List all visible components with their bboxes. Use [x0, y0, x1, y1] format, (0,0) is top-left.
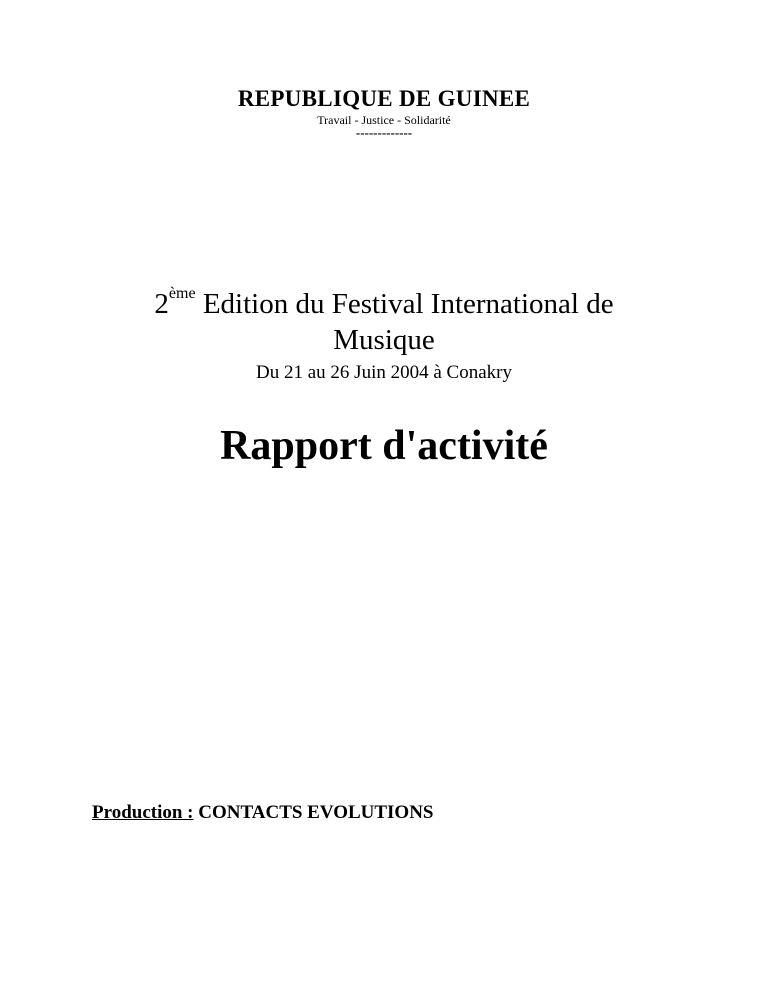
- production-label: Production :: [92, 802, 194, 823]
- production-line: [92, 802, 434, 824]
- edition-title-line2: Musique: [333, 324, 435, 356]
- national-motto: Travail - Justice - Solidarité: [317, 113, 451, 127]
- country-heading: REPUBLIQUE DE GUINEE: [237, 86, 531, 111]
- production-value: CONTACTS EVOLUTIONS: [193, 802, 434, 823]
- edition-number: 2: [154, 288, 169, 320]
- edition-title: [0, 286, 768, 358]
- edition-title-line1: Edition du Festival International de: [195, 288, 614, 320]
- edition-suffix: ème: [168, 285, 196, 303]
- separator-line: -------------: [355, 125, 413, 140]
- event-dates: Du 21 au 26 Juin 2004 à Conakry: [256, 362, 512, 383]
- report-title: Rapport d'activité: [220, 423, 548, 469]
